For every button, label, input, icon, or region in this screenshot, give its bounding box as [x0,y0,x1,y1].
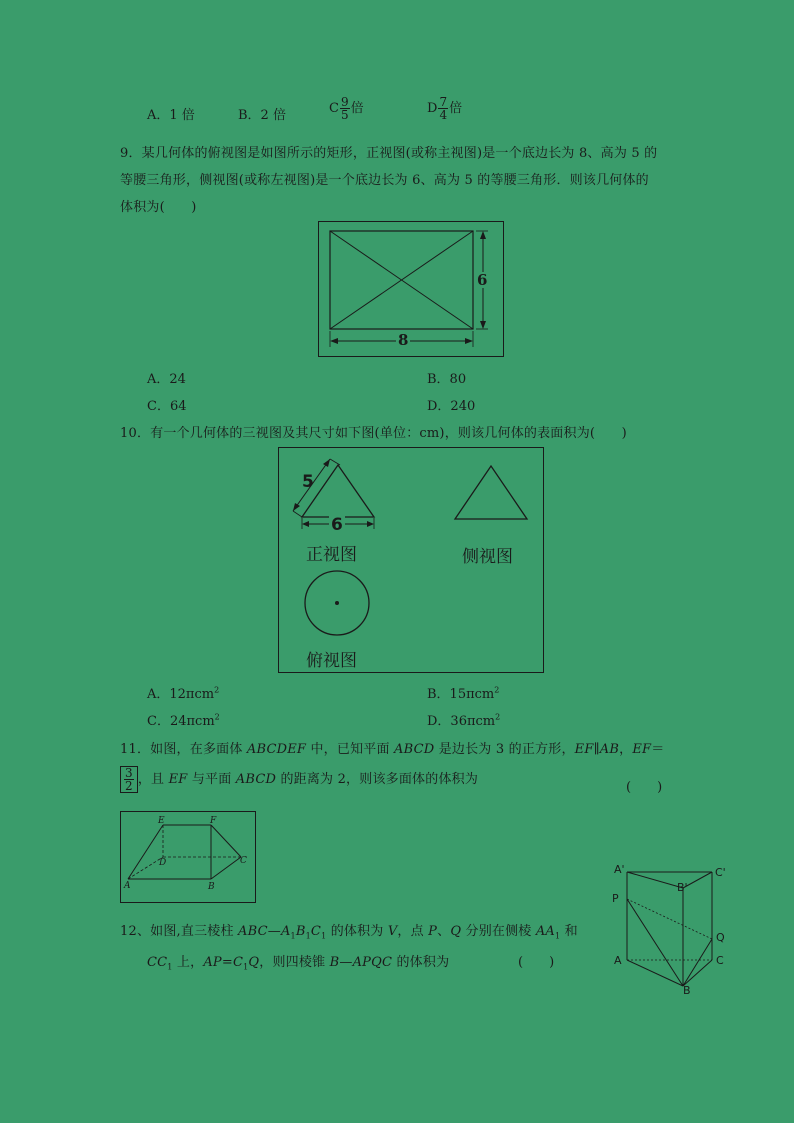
q9-option-a: A．24 [147,372,186,387]
q11-polyhedron-figure [120,811,256,903]
q8-option-d [427,96,462,121]
q12-l2-h: B [329,955,340,970]
q10-b-text: B．15π [427,687,475,702]
q8-c-fraction [340,96,350,121]
q12-l1-k: 、 [437,924,451,939]
q11-l1-h: EF [632,742,652,757]
q10-option-b [427,683,499,702]
q12-l1-b: ABC [238,924,268,939]
q8-c-den: 5 [340,108,349,122]
q11-l2-d: ABCD [235,772,277,787]
q12-l2-g: ，则四棱锥 [259,955,330,970]
q10-a-text: A．12π [147,687,195,702]
q10-c-power: 2 [214,712,220,722]
q12-pt-a: A [614,954,622,967]
q12-sub-3: 1 [321,931,327,941]
q11-line-2 [120,766,478,793]
q12-l2-k: 的体积为 [392,955,450,970]
q8-c-suffix: 倍 [350,101,364,116]
q12-sub-6: 1 [243,962,249,972]
q11-pt-e: E [158,816,165,826]
q11-l2-c: 与平面 [187,772,236,787]
q8-option-b: B．2 倍 [238,108,286,123]
q12-sub-1: 1 [290,931,296,941]
q12-l1-h: V [387,924,398,939]
q10-d-text: D．36π [427,714,476,729]
q11-pt-c: C [240,856,247,866]
q9-option-d: D．240 [427,399,476,414]
q12-l1-i: ，点 [397,924,429,939]
q11-pt-f: F [210,816,217,826]
q12-sub-4: 1 [555,931,561,941]
q8-d-fraction [438,96,448,121]
q12-pt-b: B [683,984,691,997]
q11-boxed-fraction [120,766,138,793]
q8-c-num: 9 [340,95,349,109]
q10-d-power: 2 [495,712,501,722]
q10-line-1: 10．有一个几何体的三视图及其尺寸如下图(单位：cm)，则该几何体的表面积为( ) [120,426,627,441]
q11-l1-f: EF∥AB [574,742,620,757]
q12-l2-d: = [221,955,233,970]
q10-a-unit: cm [194,687,215,702]
q10-option-a [147,683,219,702]
q8-d-den: 4 [439,108,448,122]
q9-option-c: C．64 [147,399,187,414]
q8-c-prefix: C [329,101,339,116]
q8-d-num: 7 [439,95,448,109]
q8-d-prefix: D [427,101,438,116]
q12-l2-b: 上， [172,955,204,970]
q11-fraction [124,767,134,792]
q10-label-6: 6 [331,515,343,535]
q12-pt-a1: A' [614,863,625,876]
q8-d-suffix: 倍 [449,101,463,116]
q12-l2-f: Q [248,955,260,970]
q9-label-height: 6 [477,271,488,289]
q12-pt-p: P [612,892,619,905]
q12-l1-j: P [428,924,438,939]
q10-d-unit: cm [475,714,496,729]
q12-l2-c: AP [203,955,222,970]
q9-label-width: 8 [398,331,409,349]
q12-prism-figure [600,858,750,1000]
q12-l2-a: CC [147,955,168,970]
q12-l2-i: — [339,955,353,970]
q12-line-1 [120,920,578,941]
q11-l1-a: 11．如图，在多面体 [120,742,247,757]
q12-l1-a: 12、如图,直三棱柱 [120,924,239,939]
q12-l1-f: C [310,924,322,939]
q12-pt-c1: C' [715,866,726,879]
q10-a-power: 2 [214,685,220,695]
q12-l1-c: — [267,924,281,939]
q12-pt-c: C [716,954,724,967]
q11-frac-den: 2 [125,779,133,793]
q11-frac-num: 3 [125,766,133,780]
q10-option-d [427,710,500,729]
q12-l2-j: APQC [352,955,393,970]
q10-side-view-label: 侧视图 [462,547,513,567]
q11-l1-g: ， [619,742,633,757]
q12-sub-2: 1 [305,931,311,941]
q12-l1-l: Q [450,924,462,939]
q11-pt-a: A [124,881,131,891]
q10-option-c [147,710,220,729]
q10-front-view-label: 正视图 [306,545,357,565]
q11-l1-c: 中，已知平面 [306,742,395,757]
q12-answer-paren: ( ) [518,955,555,970]
q10-c-text: C．24π [147,714,196,729]
q9-line-2: 等腰三角形，侧视图(或称左视图)是一个底边长为 6、高为 5 的等腰三角形．则该几何体的 [120,173,649,188]
q11-l2-a: ，且 [137,772,169,787]
q11-l2-e: 的距离为 2，则该多面体的体积为 [276,772,479,787]
q11-answer-paren: ( ) [626,780,663,795]
q12-line-2 [147,951,449,972]
q11-l1-d: ABCD [394,742,435,757]
q10-c-unit: cm [195,714,215,729]
q9-line-3: 体积为( ) [120,200,197,215]
q11-pt-b: B [208,882,215,892]
q11-l1-e: 是边长为 3 的正方形， [434,742,575,757]
q12-l1-n: AA [535,924,556,939]
q9-line-1: 9．某几何体的俯视图是如图所示的矩形，正视图(或称主视图)是一个底边长为 8、高为 5 的 [120,146,658,161]
q11-l1-i: ＝ [651,742,665,757]
q12-l1-o: 和 [560,924,578,939]
q8-option-a: A．1 倍 [147,108,195,123]
q10-label-5: 5 [302,472,314,492]
q11-l2-b: EF [168,772,188,787]
q11-l1-b: ABCDEF [246,742,307,757]
q12-l1-e: B [295,924,306,939]
q12-l1-m: 分别在侧棱 [461,924,536,939]
q10-b-power: 2 [494,685,500,695]
q12-l1-d: A [280,924,291,939]
q12-l2-e: C [232,955,244,970]
q12-pt-q: Q [716,931,725,944]
q11-pt-d: D [159,858,167,868]
q11-line-1 [120,738,664,757]
q10-top-view-label: 俯视图 [306,651,357,671]
q9-rectangle-figure [318,221,504,357]
q10-b-unit: cm [474,687,495,702]
q9-option-b: B．80 [427,372,467,387]
q12-l1-g: 的体积为 [326,924,388,939]
q8-option-c [329,96,364,121]
q12-pt-b1: B' [677,881,688,894]
q12-sub-5: 1 [167,962,173,972]
